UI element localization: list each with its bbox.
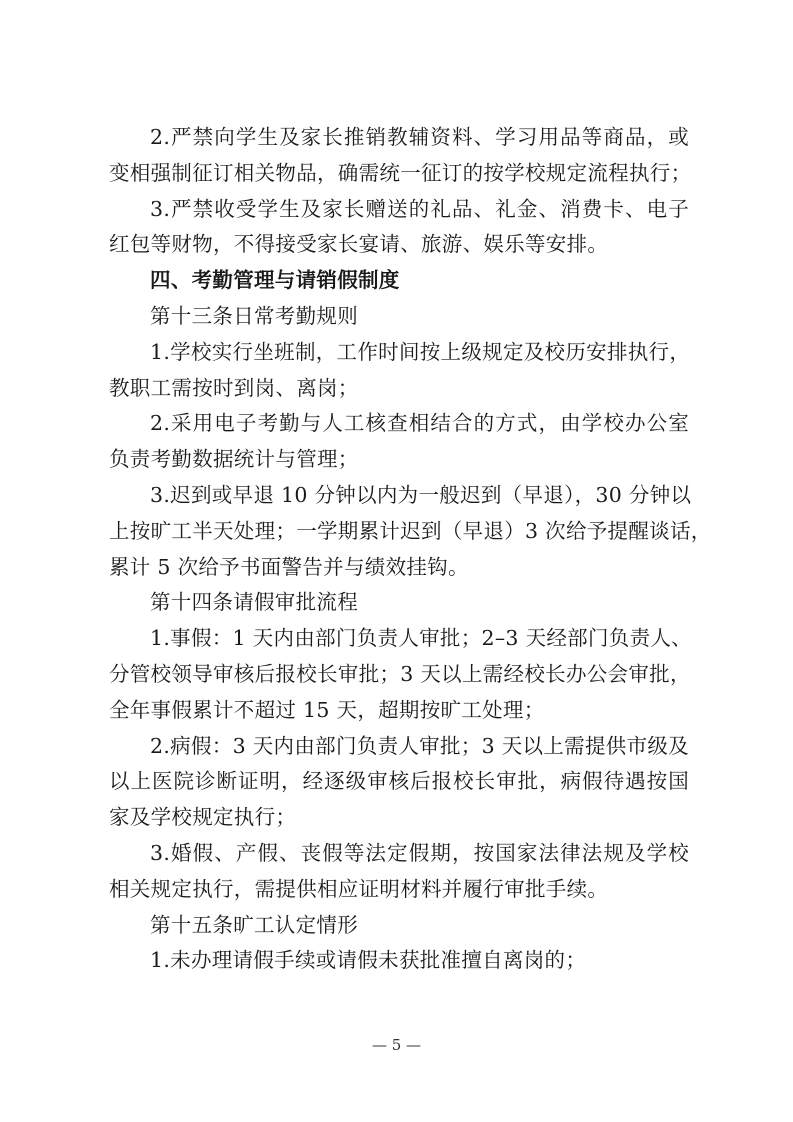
paragraph-line: 以上医院诊断证明，经逐级审核后报校长审批，病假待遇按国 bbox=[109, 769, 689, 794]
paragraph-line: 1.学校实行坐班制，工作时间按上级规定及校历安排执行， bbox=[150, 339, 691, 364]
paragraph-line: 家及学校规定执行； bbox=[109, 805, 297, 830]
paragraph-line: 1.事假：1 天内由部门负责人审批；2–3 天经部门负责人、 bbox=[150, 626, 692, 651]
paragraph-line: 2.采用电子考勤与人工核查相结合的方式，由学校办公室 bbox=[150, 411, 689, 436]
article-title: 第十四条请假审批流程 bbox=[150, 590, 358, 615]
paragraph-line: 分管校领导审核后报校长审批；3 天以上需经校长办公会审批， bbox=[109, 661, 691, 686]
paragraph-line: 3.迟到或早退 10 分钟以内为一般迟到（早退），30 分钟以 bbox=[150, 482, 692, 507]
article-title: 第十五条旷工认定情形 bbox=[150, 912, 358, 937]
paragraph-line: 负责考勤数据统计与管理； bbox=[109, 447, 359, 472]
paragraph-line: 2.严禁向学生及家长推销教辅资料、学习用品等商品，或 bbox=[150, 125, 689, 149]
article-title: 第十三条日常考勤规则 bbox=[150, 303, 358, 328]
paragraph-line: 3.严禁收受学生及家长赠送的礼品、礼金、消费卡、电子 bbox=[150, 196, 689, 221]
paragraph-line: 红包等财物，不得接受家长宴请、旅游、娱乐等安排。 bbox=[109, 232, 609, 257]
paragraph-line: 变相强制征订相关物品，确需统一征订的按学校规定流程执行； bbox=[109, 160, 692, 185]
paragraph-line: 相关规定执行，需提供相应证明材料并履行审批手续。 bbox=[109, 876, 609, 901]
paragraph-line: 3.婚假、产假、丧假等法定假期，按国家法律法规及学校 bbox=[150, 840, 689, 865]
paragraph-line: 全年事假累计不超过 15 天，超期按旷工处理； bbox=[109, 697, 545, 722]
paragraph-line: 1.未办理请假手续或请假未获批准擅自离岗的； bbox=[150, 948, 587, 973]
page-number: — 5 — bbox=[371, 1036, 422, 1054]
paragraph-line: 累计 5 次给予书面警告并与绩效挂钩。 bbox=[109, 554, 469, 579]
paragraph-line: 教职工需按时到岗、离岗； bbox=[109, 375, 359, 400]
section-heading: 四、考勤管理与请销假制度 bbox=[150, 268, 400, 293]
paragraph-line: 2.病假：3 天内由部门负责人审批；3 天以上需提供市级及 bbox=[150, 733, 689, 758]
document-body bbox=[109, 120, 712, 979]
paragraph-line: 上按旷工半天处理；一学期累计迟到（早退）3 次给予提醒谈话， bbox=[109, 518, 712, 543]
